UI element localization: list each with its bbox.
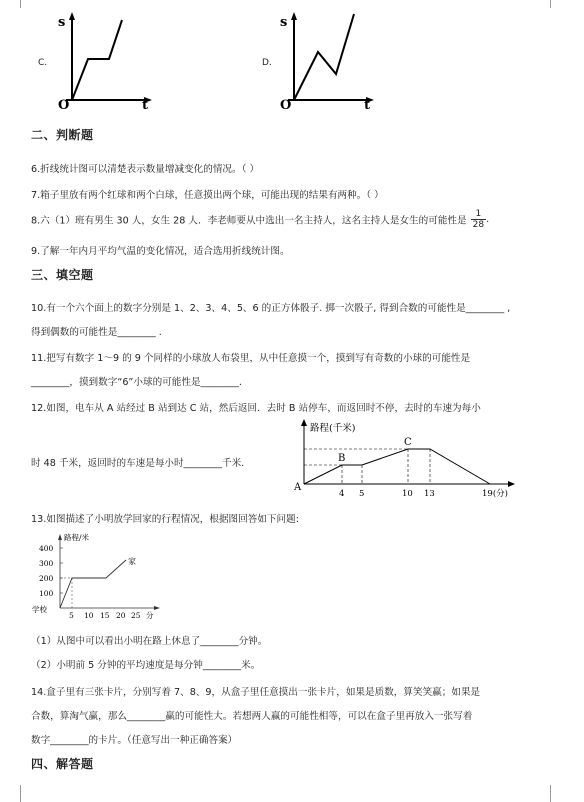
q12-x-tick: 13 bbox=[424, 489, 435, 499]
question-13-2: （2）小明前 5 分钟的平均速度是每分钟________米。 bbox=[31, 660, 261, 671]
question-14-line-3: 数字________的卡片。（任意写出一种正确答案） bbox=[31, 735, 238, 746]
question-14-line-2: 合数，算淘气赢，那么________赢的可能性大。若想两人赢的可能性相等，可以在盒子里再放入一张写着 bbox=[31, 711, 473, 722]
q13-x-tick: 10 bbox=[84, 611, 94, 620]
q13-y-label: 路程/米 bbox=[64, 533, 90, 542]
q12-x-tick: 10 bbox=[402, 489, 413, 499]
origin-label: O bbox=[280, 98, 292, 110]
section-heading-judge: 二、判断题 bbox=[31, 128, 94, 142]
question-8 bbox=[31, 209, 489, 230]
question-11-line-1: 11.把写有数字 1～9 的 9 个同样的小球放人布袋里，从中任意摸一个，摸到写有奇数的小球的可能性是 bbox=[31, 353, 471, 364]
corner-mark bbox=[550, 0, 563, 8]
q13-x-tick: 分 bbox=[146, 611, 154, 620]
axis-t-label: t bbox=[364, 98, 371, 110]
question-9: 9.了解一年内月平均气温的变化情况，适合选用折线统计图。 bbox=[31, 246, 290, 257]
corner-mark bbox=[20, 0, 33, 8]
question-8-end: . bbox=[486, 214, 490, 225]
question-7: 7.箱子里放有两个红球和两个白球，任意摸出两个球，可能出现的结果有两种。（ ） bbox=[31, 190, 384, 201]
question-14-line-1: 14.盒子里有三张卡片，分别写着 7、8、9，从盒子里任意摸出一张卡片，如果是质数，算笑笑赢；如果是 bbox=[31, 687, 481, 698]
q13-y-tick: 400 bbox=[39, 544, 54, 553]
question-6: 6.折线统计图可以清楚表示数量增减变化的情况。（ ） bbox=[31, 164, 260, 175]
question-8-text: 8.六（1）班有男生 30 人，女生 28 人．李老师要从中选出一名主持人，这名主持人是女生的可能性是 bbox=[31, 215, 467, 227]
q12-point-c: C bbox=[404, 437, 412, 448]
q13-x-tick: 15 bbox=[100, 611, 110, 620]
question-10-line-2: 得到偶数的可能性是________ . bbox=[31, 327, 162, 338]
option-d-label: D. bbox=[262, 58, 272, 68]
fraction-numerator: 1 bbox=[471, 209, 486, 220]
option-c-graph bbox=[56, 10, 156, 110]
question-10-line-1: 10.有一个六个面上的数字分别是 1、2、3、4、5、6 的正方体骰子. 掷一次骰子, 得到合数的可能性是________ , bbox=[31, 303, 511, 314]
option-d-graph bbox=[278, 10, 378, 110]
q13-home-label: 家 bbox=[128, 557, 136, 566]
q13-x-tick: 20 bbox=[116, 611, 126, 620]
axis-t-label: t bbox=[142, 98, 149, 110]
question-13-1: （1）从图中可以看出小明在路上休息了________分钟。 bbox=[31, 636, 268, 647]
corner-mark bbox=[550, 785, 563, 802]
section-heading-answer: 四、解答题 bbox=[31, 757, 94, 771]
question-12-line-1: 12.如图，电车从 A 站经过 B 站到达 C 站，然后返回．去时 B 站停车，而返回时不停，去时的车速为每小 bbox=[31, 403, 481, 414]
section-heading-fill: 三、填空题 bbox=[31, 268, 94, 282]
q13-x-tick: 25 bbox=[131, 611, 141, 620]
q13-school-label: 学校 bbox=[32, 605, 47, 614]
q12-point-a: A bbox=[294, 482, 302, 493]
origin-label: O bbox=[58, 98, 70, 110]
q13-y-tick: 300 bbox=[39, 559, 54, 568]
question-11-line-2: ________，摸到数字“6”小球的可能性是________. bbox=[31, 377, 242, 388]
corner-mark bbox=[20, 785, 33, 802]
q12-x-tick: 4 bbox=[339, 489, 345, 499]
q12-distance-time-chart bbox=[292, 416, 526, 502]
q13-y-tick: 100 bbox=[39, 589, 54, 598]
q13-distance-time-chart bbox=[30, 530, 166, 620]
q12-y-label: 路程(千米) bbox=[310, 423, 356, 434]
fraction-denominator: 28 bbox=[472, 220, 485, 230]
axis-s-label: s bbox=[58, 15, 66, 30]
axis-s-label: s bbox=[280, 15, 288, 30]
q12-point-b: B bbox=[338, 453, 346, 464]
question-12-line-2: 时 48 千米，返回时的车速是每小时________千米. bbox=[31, 458, 245, 469]
q12-x-tick: 5 bbox=[359, 489, 365, 499]
option-c-label: C. bbox=[38, 58, 48, 68]
q12-x-tick: 19(分) bbox=[482, 489, 508, 499]
q13-x-tick: 5 bbox=[69, 611, 74, 620]
question-8-fraction bbox=[471, 209, 486, 230]
question-13: 13.如图描述了小明放学回家的行程情况，根据图回答如下问题: bbox=[31, 514, 299, 525]
q13-y-tick: 200 bbox=[39, 574, 54, 583]
